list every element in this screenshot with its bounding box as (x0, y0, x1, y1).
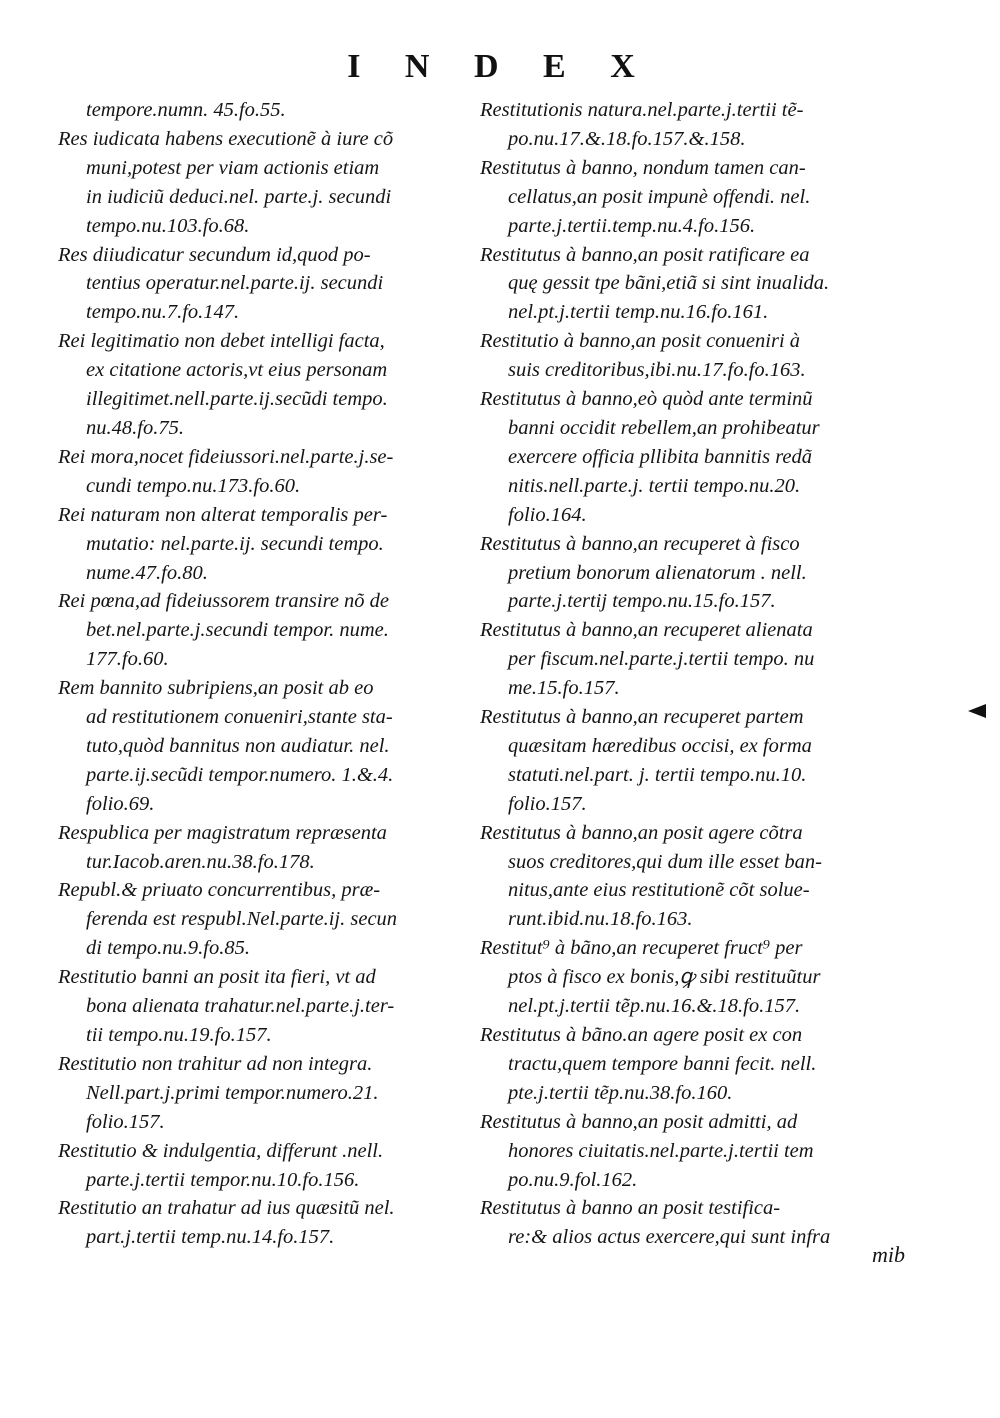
index-entry (480, 96, 912, 154)
index-entry (480, 934, 912, 1021)
index-entry-heading-line: Restitutus à bãno.an agere posit ex con (480, 1024, 803, 1046)
index-entry (480, 154, 912, 241)
index-entry-continuation-line: Nell.part.j.primi tempor.numero.21. (86, 1081, 379, 1104)
index-entry-continuation-line: illegitimet.nell.parte.ij.secũdi tempo. (86, 388, 388, 411)
index-entry (480, 703, 912, 819)
index-entry-continuation-line: bona alienata trahatur.nel.parte.j.ter- (86, 995, 395, 1018)
index-entry (58, 1137, 478, 1195)
index-entry-heading-line: Restitutus à banno,an posit agere cõtra (480, 821, 803, 844)
index-entry-continuation-line: parte.ij.secũdi tempor.numero. 1.&.4. (86, 763, 394, 786)
index-entry (58, 241, 478, 328)
index-entry-continuation-line: ex citatione actoris,vt eius personam (86, 359, 388, 382)
index-entry-heading-line: Respublica per magistratum repræsenta (58, 821, 387, 844)
index-entry-continuation-line: nu.48.fo.75. (86, 416, 184, 439)
index-entry-continuation-line: nitis.nell.parte.j. tertii tempo.nu.20. (508, 474, 801, 497)
index-entry-continuation-line: mutatio: nel.parte.ij. secundi tempo. (86, 532, 384, 555)
index-entry (480, 241, 912, 328)
index-entry-continuation-line: po.nu.17.&.18.fo.157.&.158. (508, 127, 746, 150)
index-entry (58, 963, 478, 1050)
index-entry (58, 1050, 478, 1137)
index-entry-continuation-line: pte.j.tertii tẽp.nu.38.fo.160. (508, 1081, 733, 1104)
index-entry-heading-line: Restitutus à banno,an recuperet alienata (480, 619, 813, 642)
index-entry-continuation-line: runt.ibid.nu.18.fo.163. (508, 908, 693, 931)
index-entry-continuation-line: tuto,quòd bannitus non audiatur. nel. (86, 734, 390, 757)
index-entry-continuation-line: po.nu.9.fol.162. (508, 1168, 638, 1191)
index-entry-heading-line: Restitutus à banno,eò quòd ante terminũ (480, 388, 813, 411)
index-entry-continuation-line: muni,potest per viam actionis etiam (86, 156, 380, 179)
index-entry-continuation-line: nel.pt.j.tertii tẽp.nu.16.&.18.fo.157. (508, 995, 801, 1018)
index-entry-continuation-line: folio.157. (508, 792, 587, 815)
left-index-column (58, 96, 478, 1252)
index-entry-continuation-line: folio.164. (508, 503, 587, 526)
index-entry-continuation-line: quæsitam hæredibus occisi, ex forma (508, 734, 812, 757)
index-entry-heading-line: Restitutus à banno,an posit admitti, ad (480, 1110, 798, 1133)
index-entry-heading-line: Rei pœna,ad fideiussorem transire nõ de (58, 590, 390, 613)
index-entry-continuation-line: nel.pt.j.tertii temp.nu.16.fo.161. (508, 301, 769, 324)
index-entry-heading-line: Restitutus à banno an posit testifica- (480, 1197, 781, 1220)
index-entry (480, 616, 912, 703)
index-entry-heading-line: Restitutio à banno,an posit conueniri à (480, 330, 801, 353)
index-entry-heading-line: tempore.numn. 45.fo.55. (86, 99, 286, 121)
index-entry (58, 1194, 478, 1252)
index-entry-continuation-line: parte.j.tertii.temp.nu.4.fo.156. (508, 214, 756, 237)
index-entry-continuation-line: cellatus,an posit impunè offendi. nel. (508, 185, 811, 208)
index-entry-continuation-line: tempo.nu.7.fo.147. (86, 301, 240, 324)
index-entry-continuation-line: honores ciuitatis.nel.parte.j.tertii tem (508, 1139, 814, 1162)
index-entry-heading-line: Restitutus à banno,an recuperet partem (480, 706, 804, 729)
index-entry-heading-line: Restitutio non trahitur ad non integra. (58, 1052, 373, 1075)
index-entry-continuation-line: parte.j.tertij tempo.nu.15.fo.157. (508, 590, 776, 613)
index-entry-continuation-line: tractu,quem tempore banni fecit. nell. (508, 1052, 817, 1075)
index-entry (480, 1021, 912, 1108)
index-entry-continuation-line: nume.47.fo.80. (86, 561, 208, 584)
index-entry-continuation-line: tentius operatur.nel.parte.ij. secundi (86, 272, 384, 295)
index-entry (58, 443, 478, 501)
index-entry-heading-line: Restitutionis natura.nel.parte.j.tertii tẽ- (480, 99, 804, 121)
index-entry-heading-line: Restitut⁹ à bãno,an recuperet fruct⁹ per (480, 937, 803, 960)
index-entry-heading-line: Rei mora,nocet fideiussori.nel.parte.j.se- (58, 445, 394, 468)
page-title: I N D E X (347, 48, 653, 85)
index-entry-heading-line: Rei naturam non alterat temporalis per- (58, 503, 388, 526)
index-entry-continuation-line: per fiscum.nel.parte.j.tertii tempo. nu (508, 648, 815, 671)
catchword: mib (872, 1242, 905, 1267)
index-entry-continuation-line: tii tempo.nu.19.fo.157. (86, 1024, 272, 1046)
index-entry (480, 530, 912, 617)
index-entry (58, 819, 478, 877)
marginal-pointer-icon (968, 704, 986, 718)
index-entry-heading-line: Res diiudicatur secundum id,quod po- (58, 243, 371, 266)
index-entry-heading-line: Restitutio an trahatur ad ius quæsitũ nel. (58, 1197, 395, 1220)
index-entry-continuation-line: folio.69. (86, 792, 155, 815)
index-entry (480, 1194, 912, 1252)
index-entry-continuation-line: nitus,ante eius restitutionẽ cõt solue- (508, 879, 810, 902)
index-entry-heading-line: Restitutio banni an posit ita fieri, vt ad (58, 966, 376, 989)
index-entry-continuation-line: tempo.nu.103.fo.68. (86, 214, 250, 237)
index-entry (58, 876, 478, 963)
index-entry-continuation-line: re:& alios actus exercere,qui sunt infra (508, 1226, 831, 1249)
index-entry-continuation-line: part.j.tertii temp.nu.14.fo.157. (86, 1226, 335, 1249)
index-entry-heading-line: Restitutio & indulgentia, differunt .nell. (58, 1139, 384, 1162)
index-entry-continuation-line: ferenda est respubl.Nel.parte.ij. secun (86, 908, 398, 931)
index-entry-heading-line: Restitutus à banno,an posit ratificare ea (480, 243, 810, 266)
index-entry-continuation-line: folio.157. (86, 1110, 165, 1133)
index-entry (58, 327, 478, 443)
index-entry-continuation-line: tur.Iacob.aren.nu.38.fo.178. (86, 850, 315, 873)
index-entry-continuation-line: ad restitutionem conueniri,stante sta- (86, 706, 393, 729)
index-entry-continuation-line: bet.nel.parte.j.secundi tempor. nume. (86, 619, 389, 642)
index-entry-heading-line: Res iudicata habens executionẽ à iure cõ (58, 127, 394, 150)
index-entry-continuation-line: statuti.nel.part. j. tertii tempo.nu.10. (508, 763, 807, 786)
index-entry (480, 819, 912, 935)
index-entry (58, 674, 478, 819)
index-entry-heading-line: Rei legitimatio non debet intelligi facta, (58, 330, 385, 353)
index-entry-continuation-line: banni occidit rebellem,an prohibeatur (508, 416, 820, 439)
index-entry (480, 385, 912, 530)
index-entry-heading-line: Restitutus à banno,an recuperet à fisco (480, 532, 800, 555)
right-index-column (480, 96, 912, 1252)
index-entry-heading-line: Rem bannito subripiens,an posit ab eo (58, 677, 374, 700)
index-entry (480, 1108, 912, 1195)
index-entry-heading-line: Republ.& priuato concurrentibus, præ- (58, 879, 381, 902)
index-entry-continuation-line: ptos à fisco ex bonis,ꝙ sibi restituũtur (508, 966, 821, 989)
index-entry (58, 125, 478, 241)
index-entry (58, 587, 478, 674)
index-entry (58, 501, 478, 588)
index-entry-continuation-line: cundi tempo.nu.173.fo.60. (86, 474, 301, 497)
index-entry (480, 327, 912, 385)
index-entry-continuation-line: suos creditores,qui dum ille esset ban- (508, 850, 822, 873)
index-entry-continuation-line: pretium bonorum alienatorum . nell. (508, 561, 807, 584)
index-entry-continuation-line: di tempo.nu.9.fo.85. (86, 937, 250, 960)
index-entry (58, 96, 478, 125)
index-entry-continuation-line: exercere officia pllibita bannitis redã (508, 445, 813, 468)
index-entry-continuation-line: parte.j.tertii tempor.nu.10.fo.156. (86, 1168, 360, 1191)
index-entry-continuation-line: suis creditoribus,ibi.nu.17.fo.fo.163. (508, 359, 806, 382)
index-entry-continuation-line: in iudiciũ deduci.nel. parte.j. secundi (86, 185, 392, 208)
index-entry-heading-line: Restitutus à banno, nondum tamen can- (480, 156, 806, 179)
index-entry-continuation-line: quę gessit tpe bãni,etiã si sint inualida. (508, 272, 830, 295)
index-entry-continuation-line: me.15.fo.157. (508, 677, 620, 700)
index-entry-continuation-line: 177.fo.60. (86, 648, 169, 671)
